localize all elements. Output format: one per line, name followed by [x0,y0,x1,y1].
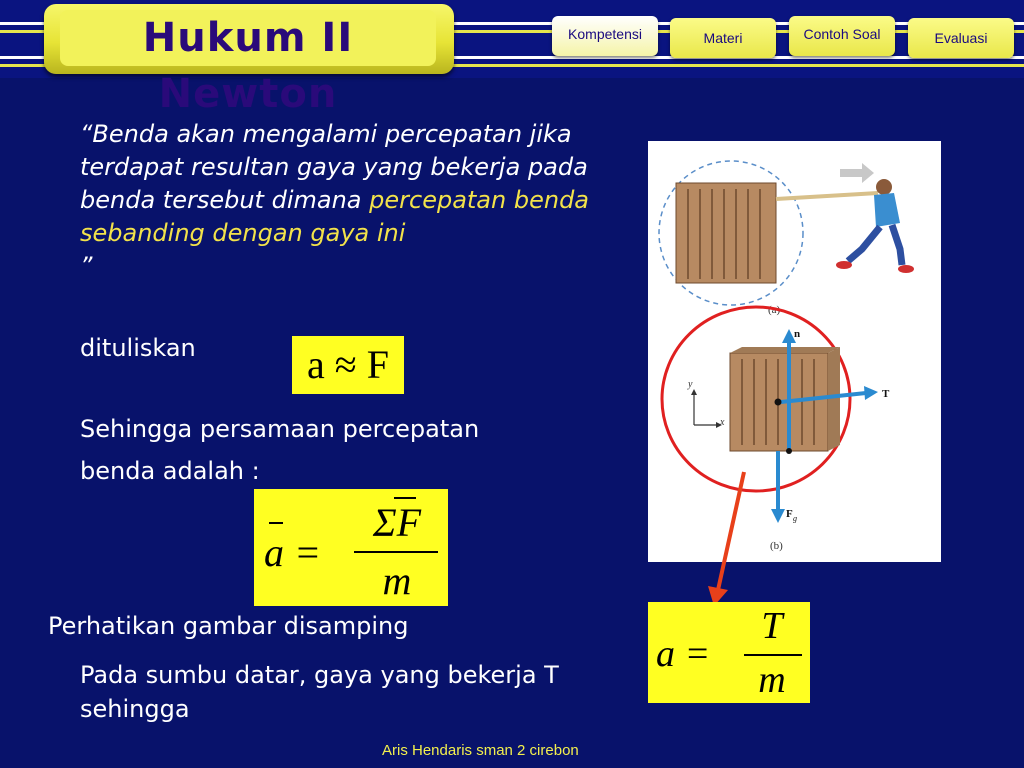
written-label: dituliskan [80,334,196,362]
top-bar [0,0,1024,117]
vector-f-arrow [394,497,416,499]
observe-text: Perhatikan gambar disamping [48,612,409,640]
contact-point [786,448,792,454]
horizontal-force-text: Pada sumbu datar, gaya yang bekerja T sehingga [80,661,559,723]
newton-formula-numerator: ΣF [372,500,422,545]
title-frame [44,4,454,117]
quote-highlight: percepatan benda sebanding dengan gaya ini [80,186,590,247]
tension-formula-lhs: a = [656,633,711,675]
quote-part1: “Benda akan mengalami percepatan jika terdapat resultan gaya yang bekerja pada benda tersebut dimana [80,120,588,214]
y-axis-label: y [688,379,693,390]
nav-contoh-soal-button[interactable]: Contoh Soal [789,16,895,56]
center-point [775,399,782,406]
tension-formula-box [648,602,810,703]
nav-evaluasi-button[interactable]: Evaluasi [908,18,1014,58]
nav-kompetensi-button[interactable]: Kompetensi [552,16,658,56]
newton-formula-denominator: m [382,558,412,603]
crate-top [676,183,776,283]
physics-figure [648,141,941,562]
tension-formula-denominator: m [758,659,786,701]
quote-text [80,118,640,283]
nav-materi-button[interactable]: Materi [670,18,776,58]
pointer-arrow [700,460,760,610]
proportional-formula: a ≈ F [307,342,389,387]
normal-force-label: n [794,328,801,340]
gravity-label: F [786,508,793,520]
figure-label-a: (a) [768,304,781,316]
quote-part2: ” [80,252,93,280]
tension-fraction-bar [744,654,802,656]
figure-label-b: (b) [770,540,783,552]
page-title: Hukum II Newton [60,10,436,66]
x-axis-label: x [720,417,725,428]
vector-a-arrow [269,522,283,524]
tension-label: T [882,388,890,400]
tension-formula-numerator: T [761,605,783,647]
fraction-bar [354,551,438,553]
motion-arrow [840,163,874,183]
proportional-formula-box [292,336,404,394]
equation-intro-text: Sehingga persamaan percepatan benda adalah : [80,415,480,485]
newton-formula-lhs: a = [264,530,321,575]
figure-drawing [648,141,941,562]
rope [776,193,878,199]
footer-credit: Aris Hendaris sman 2 cirebon [382,742,579,759]
newton-formula-box [254,489,448,606]
gravity-label-subscript: g [793,514,797,523]
